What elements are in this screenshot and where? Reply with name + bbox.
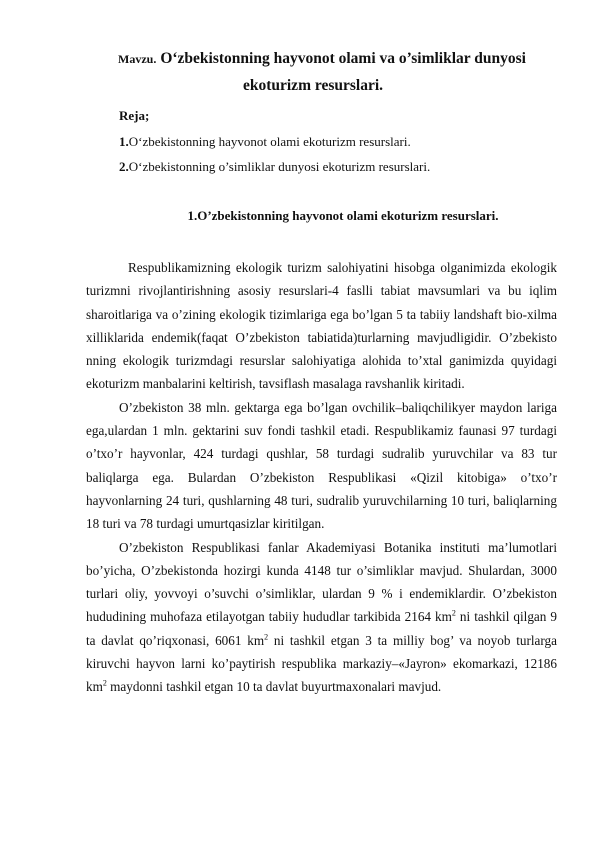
paragraph-1: Respublikamizning ekologik turizm salohiyatini hisobga olganimizda ekologik turizmni rivojlantirishning asosiy resurslari-4 faslli tabiat mavsumlari va bu iqlim sharoitlariga va o’zining ekologik tizimlariga ega bo’lgan 5 ta tabiiy landshaft bio-xilma xilliklarida endemik(faqat O’zbekiston tabiatida)turlarning mavjudligidir. O’zbekisto nning ekologik turizmdagi resurslar salohiyatiga alohida to’xtal ganimizda quyidagi ekoturizm manbalarini keltirish, tavsiflash masalaga ravshanlik kiritadi. — [86, 260, 557, 392]
topic-title-line1: O‘zbekistonning hayvonot olami va o’simliklar dunyosi — [160, 50, 526, 67]
plan-item-2 — [119, 159, 430, 175]
plan-item-text: O‘zbekistonning o’simliklar dunyosi ekoturizm resurslari. — [128, 159, 431, 174]
topic-label: Mavzu. — [118, 52, 157, 66]
plan-item-text: O‘zbekistonning hayvonot olami ekoturizm resurslari. — [128, 134, 411, 149]
paragraph-2: O’zbekiston 38 mln. gektarga ega bo’lgan ovchilik–baliqchilikyer maydon lariga ega,ulardan 1 mln. gektarini suv fondi tashkil etadi. Respublikamiz faunasi 97 turdagi o’txo’r hayvonlar, 424 turdagi qushlar, 58 turdagi sudralib yuruvchilar va 83 tur baliqlarga ega. Bulardan O’zbekiston Respublikasi «Qizil kitobiga» o’txo’r hayvonlarning 24 turi, qushlarning 48 turi, sudralib yuruvchilarning 10 turi, baliqlarning 18 turi va 78 turdagi umurtqasizlar kiritilgan. — [86, 399, 557, 532]
paragraph-3: O’zbekiston Respublikasi fanlar Akademiyasi Botanika instituti ma’lumotlari bo’yicha, O’zbekistonda hozirgi kunda 4148 tur o’simliklar mavjud. Shulardan, 3000 turlari oliy, yovvoyi o’suvchi o’simliklar, ulardan 9 % i endemiklardir. O’zbekiston hududining muhofaza etilayotgan tabiiy hududlar tarkibida 2164 $km^2$ ni tashkil qilgan 9 ta davlat qo’riqxonasi, 6061 $km^2$ ni tashkil etgan 3 ta milliy bog’ va noyob turlarga kiruvchi hayvon larni ko’paytirish respublika markaziy–«Jayron» ekomarkazi, 12186 $km^2$ maydonni tashkil etgan 10 ta davlat buyurtmaxonalari mavjud. — [86, 539, 557, 695]
body-text — [86, 256, 557, 699]
topic-title-line2: ekoturizm resurslari. — [242, 77, 384, 94]
topic-line — [118, 50, 558, 68]
section-heading: 1.O’zbekistonning hayvonot olami ekoturizm resurslari. — [187, 208, 499, 223]
plan-item-number: 2. — [119, 159, 129, 174]
plan-item-number: 1. — [119, 134, 129, 149]
plan-item-1 — [119, 134, 411, 150]
plan-heading: Reja; — [119, 108, 150, 123]
